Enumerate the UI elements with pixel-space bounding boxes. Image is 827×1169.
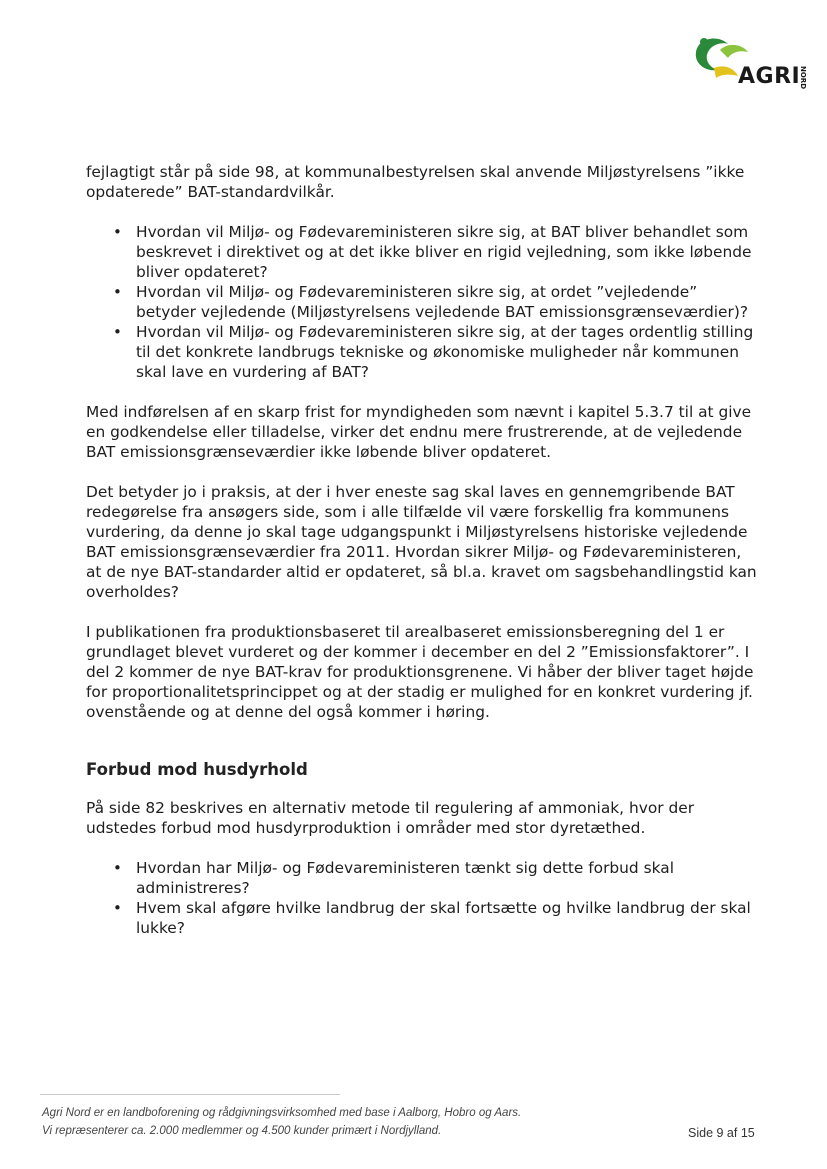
logo-subtext: NORD — [799, 66, 807, 90]
paragraph-deadline: Med indførelsen af en skarp frist for myndigheden som nævnt i kapitel 5.3.7 til at give en godkendelse eller tilladelse, virker det endnu mere frustrerende, at de vejledende BAT emissionsgrænseværdier ikke løbende bliver opdateret. — [86, 403, 752, 461]
list-item — [113, 222, 758, 282]
paragraph-ammonia: På side 82 beskrives en alternativ metode til regulering af ammoniak, hvor der udstedes forbud mod husdyrproduktion i områder med stor dyretæthed. — [86, 799, 695, 837]
footer-divider — [40, 1094, 340, 1095]
list-item-text: Hvordan vil Miljø- og Fødevareministeren sikre sig, at ordet ”vejledende” betyder vejledende (Miljøstyrelsens vejledende BAT emissionsgrænseværdier)? — [136, 283, 749, 321]
list-item — [113, 282, 758, 322]
intro-paragraph: fejlagtigt står på side 98, at kommunalbestyrelsen skal anvende Miljøstyrelsens ”ikke opdaterede” BAT-standardvilkår. — [86, 163, 745, 201]
paragraph-publication: I publikationen fra produktionsbaseret til arealbaseret emissionsberegning del 1 er grundlaget blevet vurderet og der kommer i december en del 2 ”Emissionsfaktorer”. I del 2 kommer de nye BAT-krav for produktionsgrenene. Vi håber der bliver taget højde for proportionalitetsprincippet og at der stadig er mulighed for en konkret vurdering jf. ovenstående og at denne del også kommer i høring. — [86, 623, 754, 721]
main-content — [86, 162, 758, 958]
list-item — [113, 858, 758, 898]
page-number: Side 9 af 15 — [688, 1126, 755, 1140]
footer-line-1: Agri Nord er en landboforening og rådgivningsvirksomhed med base i Aalborg, Hobro og Aars. — [42, 1107, 522, 1119]
bullet-list-ban — [86, 858, 758, 938]
footer-line-2: Vi repræsenterer ca. 2.000 medlemmer og 4.500 kunder primært i Nordjylland. — [42, 1125, 442, 1137]
footer-text — [42, 1104, 521, 1140]
logo-wordmark: AGRI — [738, 64, 801, 89]
list-item-text: Hvordan har Miljø- og Fødevareministeren tænkt sig dette forbud skal administreres? — [136, 859, 674, 897]
list-item — [113, 898, 758, 938]
list-item — [113, 322, 758, 382]
list-item-text: Hvordan vil Miljø- og Fødevareministeren sikre sig, at BAT bliver behandlet som beskrevet i direktivet og at det ikke bliver en rigid vejledning, som ikke løbende bliver opdateret? — [136, 223, 752, 281]
bullet-icon: • — [113, 323, 122, 341]
bullet-icon: • — [113, 859, 122, 877]
bullet-list-bat — [86, 222, 758, 382]
bullet-icon: • — [113, 283, 122, 301]
section-heading: Forbud mod husdyrhold — [86, 760, 308, 779]
list-item-text: Hvem skal afgøre hvilke landbrug der skal fortsætte og hvilke landbrug der skal lukke? — [136, 899, 751, 937]
bullet-icon: • — [113, 223, 122, 241]
list-item-text: Hvordan vil Miljø- og Fødevareministeren sikre sig, at der tages ordentlig stilling til det konkrete landbrugs tekniske og økonomiske muligheder når kommunen skal lave en vurdering af BAT? — [136, 323, 754, 381]
bullet-icon: • — [113, 899, 122, 917]
paragraph-practice: Det betyder jo i praksis, at der i hver eneste sag skal laves en gennemgribende BAT redegørelse fra ansøgers side, som i alle tilfælde vil være forskellig fra kommunens vurdering, da denne jo skal tage udgangspunkt i Miljøstyrelsens historiske vejledende BAT emissionsgrænseværdier fra 2011. Hvordan sikrer Miljø- og Fødevareministeren, at de nye BAT-standarder altid er opdateret, så bl.a. kravet om sagsbehandlingstid kan overholdes? — [86, 483, 757, 601]
